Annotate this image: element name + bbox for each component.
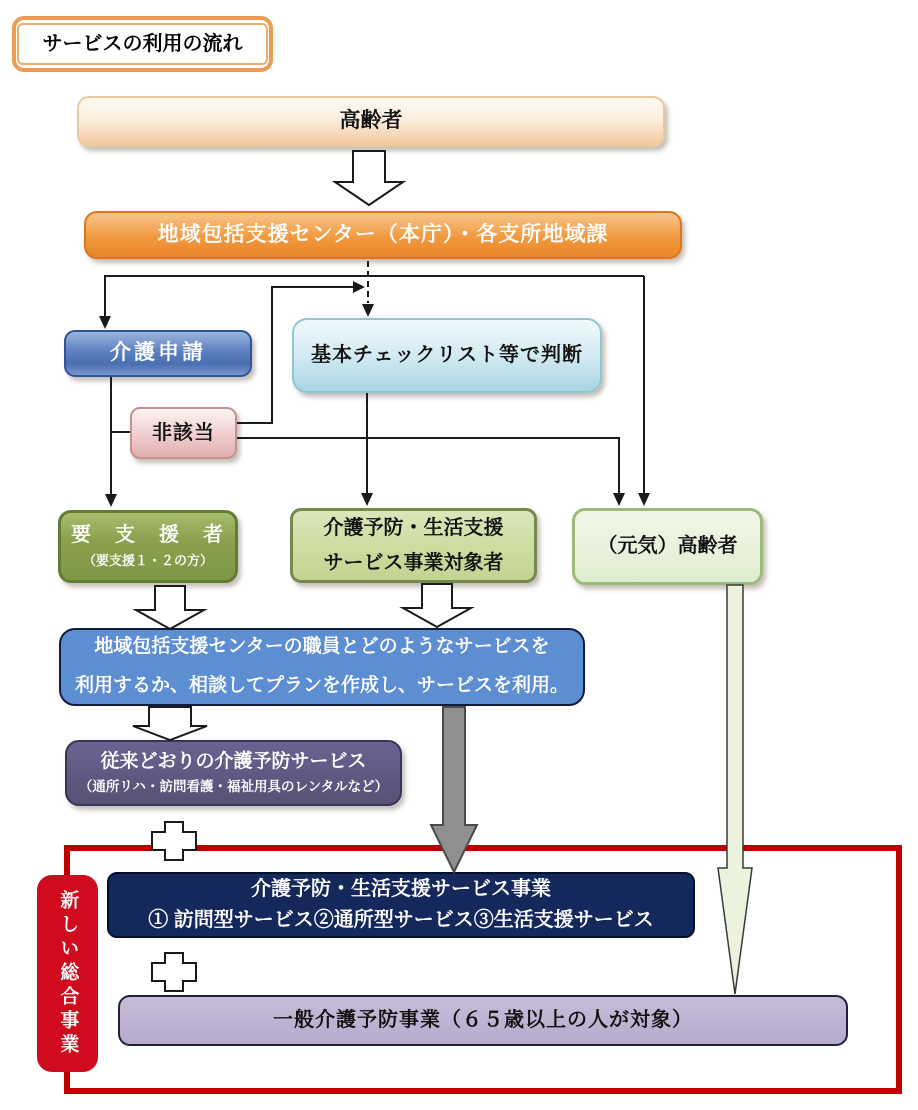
node-support-needed-line2: （要支援１・２の方）: [82, 553, 213, 569]
node-support-service-program-line2: ① 訪問型サービス②通所型サービス③生活支援サービス: [148, 909, 654, 931]
node-care-application: [64, 330, 252, 377]
node-conventional-service: [65, 740, 402, 806]
node-checklist-judgement: [292, 318, 602, 393]
node-not-eligible-label: 非該当: [152, 421, 215, 444]
node-conventional-service-line1: 従来どおりの介護予防サービス: [100, 750, 367, 772]
node-plan-consult: [59, 628, 585, 706]
arrowhead-support-needed: [105, 494, 117, 507]
node-support-center-label: 地域包括支援センター（本庁）・各支所地域課: [157, 222, 609, 246]
node-service-target: [290, 508, 537, 583]
node-conventional-service-line2: （通所リハ・訪問看護・福祉用具のレンタルなど）: [78, 779, 389, 795]
arrowhead-healthy-right: [638, 493, 650, 506]
node-support-needed-line1: 要 支 援 者: [71, 524, 225, 547]
node-general-prevention: [118, 995, 848, 1046]
connector-not-eligible-to-healthy: [237, 438, 619, 493]
node-service-target-line1: 介護予防・生活支援: [323, 516, 504, 539]
node-plan-consult-line1: 地域包括支援センターの職員とどのようなサービスを: [94, 636, 550, 658]
node-support-service-program-line1: 介護予防・生活支援サービス事業: [251, 878, 551, 900]
page-title: サービスの利用の流れ: [17, 23, 268, 65]
node-healthy-elderly-label: （元気）高齢者: [597, 535, 738, 557]
arrowhead-service-target: [361, 493, 373, 506]
node-support-needed: [58, 510, 238, 583]
node-elderly-label: 高齢者: [339, 109, 403, 133]
node-plan-consult-line2: 利用するか、相談してプランを作成し、サービスを利用。: [74, 675, 569, 696]
node-not-eligible: [130, 407, 237, 459]
node-elderly: [77, 96, 665, 147]
page-title-box: [12, 16, 273, 72]
node-service-target-line2: サービス事業対象者: [323, 551, 504, 574]
block-arrow-plan-to-conventional: [133, 707, 207, 740]
node-support-center: [84, 211, 682, 259]
arrowhead-checklist: [362, 304, 374, 317]
arrowhead-care-application: [99, 316, 111, 329]
node-general-prevention-label: 一般介護予防事業（６５歳以上の人が対象）: [273, 1009, 693, 1031]
arrowhead-healthy-left: [613, 493, 625, 506]
node-support-service-program: [107, 872, 695, 938]
node-healthy-elderly: [572, 508, 763, 585]
arrowhead-into-dashed-line: [353, 281, 365, 293]
new-program-vertical-label: 新しい総合事業: [37, 875, 98, 1072]
block-arrow-service-target-to-plan: [403, 584, 471, 627]
block-arrow-support-needed-to-plan: [136, 586, 204, 629]
block-arrow-elderly-to-center: [335, 151, 403, 205]
node-care-application-label: 介護申請: [110, 341, 206, 365]
node-checklist-judgement-label: 基本チェックリスト等で判断: [311, 344, 583, 366]
